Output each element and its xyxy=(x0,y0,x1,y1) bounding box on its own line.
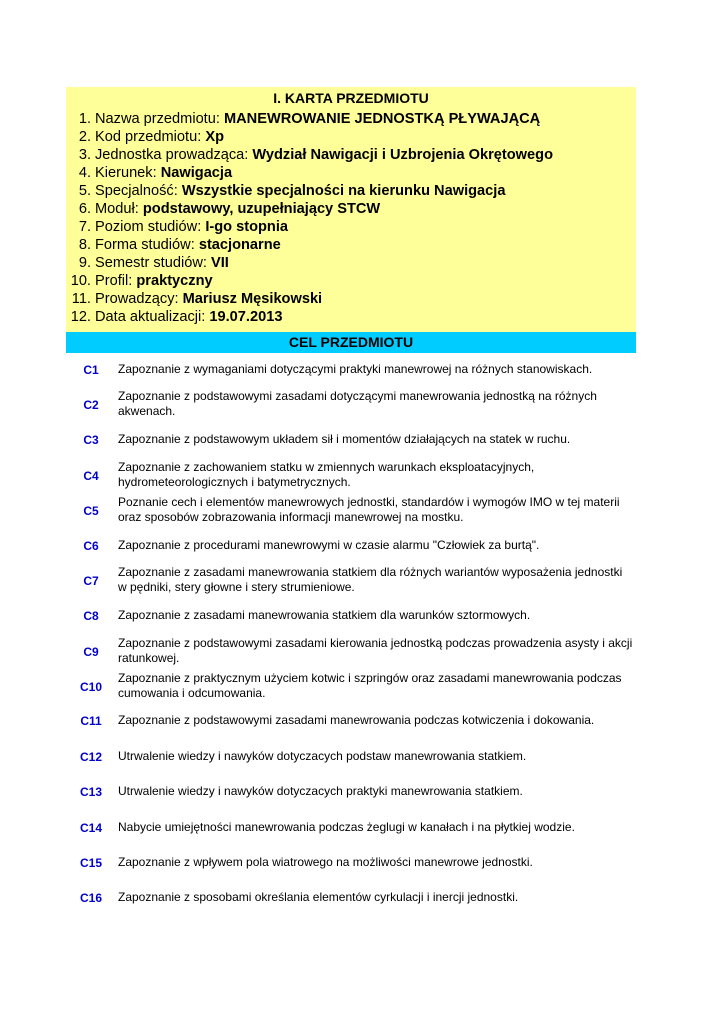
row-number: 9. xyxy=(78,255,91,271)
row-value: stacjonarne xyxy=(198,237,281,253)
goal-code: C5 xyxy=(83,504,99,518)
row-number: 3. xyxy=(78,147,91,163)
goal-row xyxy=(66,855,636,871)
row-value: Xp xyxy=(205,129,224,145)
goal-text: Zapoznanie z zachowaniem statku w zmiennych warunkach eksploatacyjnych, hydrometeorologicznych i batymetrycznych. xyxy=(118,460,535,489)
row-label: Kierunek: xyxy=(95,165,157,181)
goal-code: C15 xyxy=(79,856,102,870)
goal-text: Zapoznanie z podstawowymi zasadami manewrowania podczas kotwiczenia i dokowania. xyxy=(118,713,595,727)
goal-code: C2 xyxy=(83,398,99,412)
row-number: 10. xyxy=(70,273,91,289)
card-row-unit xyxy=(66,146,553,164)
goal-text: Zapoznanie z zasadami manewrowania statkiem dla warunków sztormowych. xyxy=(118,608,531,622)
row-label: Profil: xyxy=(95,273,133,289)
card-row-name xyxy=(66,110,540,128)
card-row-field xyxy=(66,164,232,182)
goal-code: C14 xyxy=(79,821,102,835)
row-number: 5. xyxy=(78,183,91,199)
goal-code: C7 xyxy=(83,574,99,588)
goal-row xyxy=(66,495,636,527)
goal-row xyxy=(66,671,636,703)
row-number: 8. xyxy=(78,237,91,253)
row-label: Kod przedmiotu: xyxy=(95,129,202,145)
goal-code: C16 xyxy=(79,891,102,905)
goal-row xyxy=(66,636,636,668)
row-label: Specjalność: xyxy=(95,183,178,199)
row-number: 2. xyxy=(78,129,91,145)
row-number: 12. xyxy=(70,309,91,325)
goal-row xyxy=(66,820,636,836)
goal-row xyxy=(66,749,636,765)
goal-row xyxy=(66,460,636,492)
goal-text: Nabycie umiejętności manewrowania podczas żeglugi w kanałach i na płytkiej wodzie. xyxy=(118,820,575,834)
goal-code: C12 xyxy=(79,750,102,764)
goal-text: Zapoznanie z praktycznym użyciem kotwic i szpringów oraz zasadami manewrowania podczas cumowania i odcumowania. xyxy=(118,671,622,700)
goal-text: Zapoznanie z podstawowym układem sił i momentów działających na statek w ruchu. xyxy=(118,432,571,446)
course-card xyxy=(66,87,636,332)
goal-text: Zapoznanie z podstawowymi zasadami kierowania jednostką podczas prowadzenia asysty i akcji ratunkowej. xyxy=(118,636,633,665)
card-row-lecturer xyxy=(66,290,322,308)
goal-code: C1 xyxy=(83,363,99,377)
goal-text: Zapoznanie z sposobami określania elementów cyrkulacji i inercji jednostki. xyxy=(118,890,519,904)
row-value: Nawigacja xyxy=(160,165,233,181)
row-value: MANEWROWANIE JEDNOSTKĄ PŁYWAJĄCĄ xyxy=(223,111,541,127)
goal-text: Zapoznanie z procedurami manewrowymi w czasie alarmu "Człowiek za burtą". xyxy=(118,538,540,552)
goal-text: Zapoznanie z zasadami manewrowania statkiem dla różnych wariantów wyposażenia jednostki w pędniki, stery głowne i stery strumieniowe. xyxy=(118,565,623,594)
row-label: Semestr studiów: xyxy=(95,255,207,271)
row-number: 7. xyxy=(78,219,91,235)
row-label: Prowadzący: xyxy=(95,291,179,307)
goal-row xyxy=(66,432,636,448)
goal-row xyxy=(66,362,636,378)
goal-code: C6 xyxy=(83,539,99,553)
goal-text: Zapoznanie z wpływem pola wiatrowego na możliwości manewrowe jednostki. xyxy=(118,855,533,869)
row-value: I-go stopnia xyxy=(205,219,289,235)
cel-przedmiotu-header: CEL PRZEDMIOTU xyxy=(66,332,636,353)
card-row-code xyxy=(66,128,224,146)
row-label: Poziom studiów: xyxy=(95,219,202,235)
row-number: 6. xyxy=(78,201,91,217)
card-row-updated xyxy=(66,308,282,326)
goal-text: Utrwalenie wiedzy i nawyków dotyczacych podstaw manewrowania statkiem. xyxy=(118,749,527,763)
card-row-profile xyxy=(66,272,213,290)
goal-text: Zapoznanie z wymaganiami dotyczącymi praktyki manewrowej na różnych stanowiskach. xyxy=(118,362,593,376)
goal-text: Zapoznanie z podstawowymi zasadami dotyczącymi manewrowania jednostką na różnych akwenach. xyxy=(118,389,597,418)
goal-code: C8 xyxy=(83,609,99,623)
row-number: 4. xyxy=(78,165,91,181)
goal-code: C9 xyxy=(83,645,99,659)
row-label: Data aktualizacji: xyxy=(95,309,206,325)
goal-code: C4 xyxy=(83,469,99,483)
row-label: Jednostka prowadząca: xyxy=(95,147,249,163)
goal-row xyxy=(66,890,636,906)
row-value: podstawowy, uzupełniający STCW xyxy=(142,201,381,217)
row-value: Wydział Nawigacji i Uzbrojenia Okrętowego xyxy=(252,147,553,163)
row-number: 1. xyxy=(78,111,91,127)
row-number: 11. xyxy=(71,291,91,307)
row-value: VII xyxy=(211,255,229,271)
goal-code: C11 xyxy=(80,714,102,728)
row-value: 19.07.2013 xyxy=(209,309,283,325)
row-value: Mariusz Męsikowski xyxy=(182,291,323,307)
goal-row xyxy=(66,608,636,624)
goal-row xyxy=(66,784,636,800)
card-row-level xyxy=(66,218,288,236)
card-row-module xyxy=(66,200,380,218)
goal-text: Poznanie cech i elementów manewrowych jednostki, standardów i wymogów IMO w tej materii oraz sposobów zobrazowania informacji manewrowej na mostku. xyxy=(118,495,620,524)
goal-code: C3 xyxy=(83,433,99,447)
goal-row xyxy=(66,538,636,554)
row-value: praktyczny xyxy=(136,273,213,289)
card-row-specialty xyxy=(66,182,505,200)
row-label: Nazwa przedmiotu: xyxy=(95,111,220,127)
card-row-form xyxy=(66,236,281,254)
goal-code: C13 xyxy=(79,785,102,799)
goal-row xyxy=(66,565,636,597)
goal-text: Utrwalenie wiedzy i nawyków dotyczacych praktyki manewrowania statkiem. xyxy=(118,784,523,798)
row-label: Forma studiów: xyxy=(95,237,195,253)
row-label: Moduł: xyxy=(95,201,139,217)
goal-row xyxy=(66,389,636,421)
card-title: I. KARTA PRZEDMIOTU xyxy=(273,90,429,106)
row-value: Wszystkie specjalności na kierunku Nawigacja xyxy=(181,183,506,199)
goal-code: C10 xyxy=(79,680,102,694)
goal-row xyxy=(66,713,636,729)
card-row-semester xyxy=(66,254,229,272)
